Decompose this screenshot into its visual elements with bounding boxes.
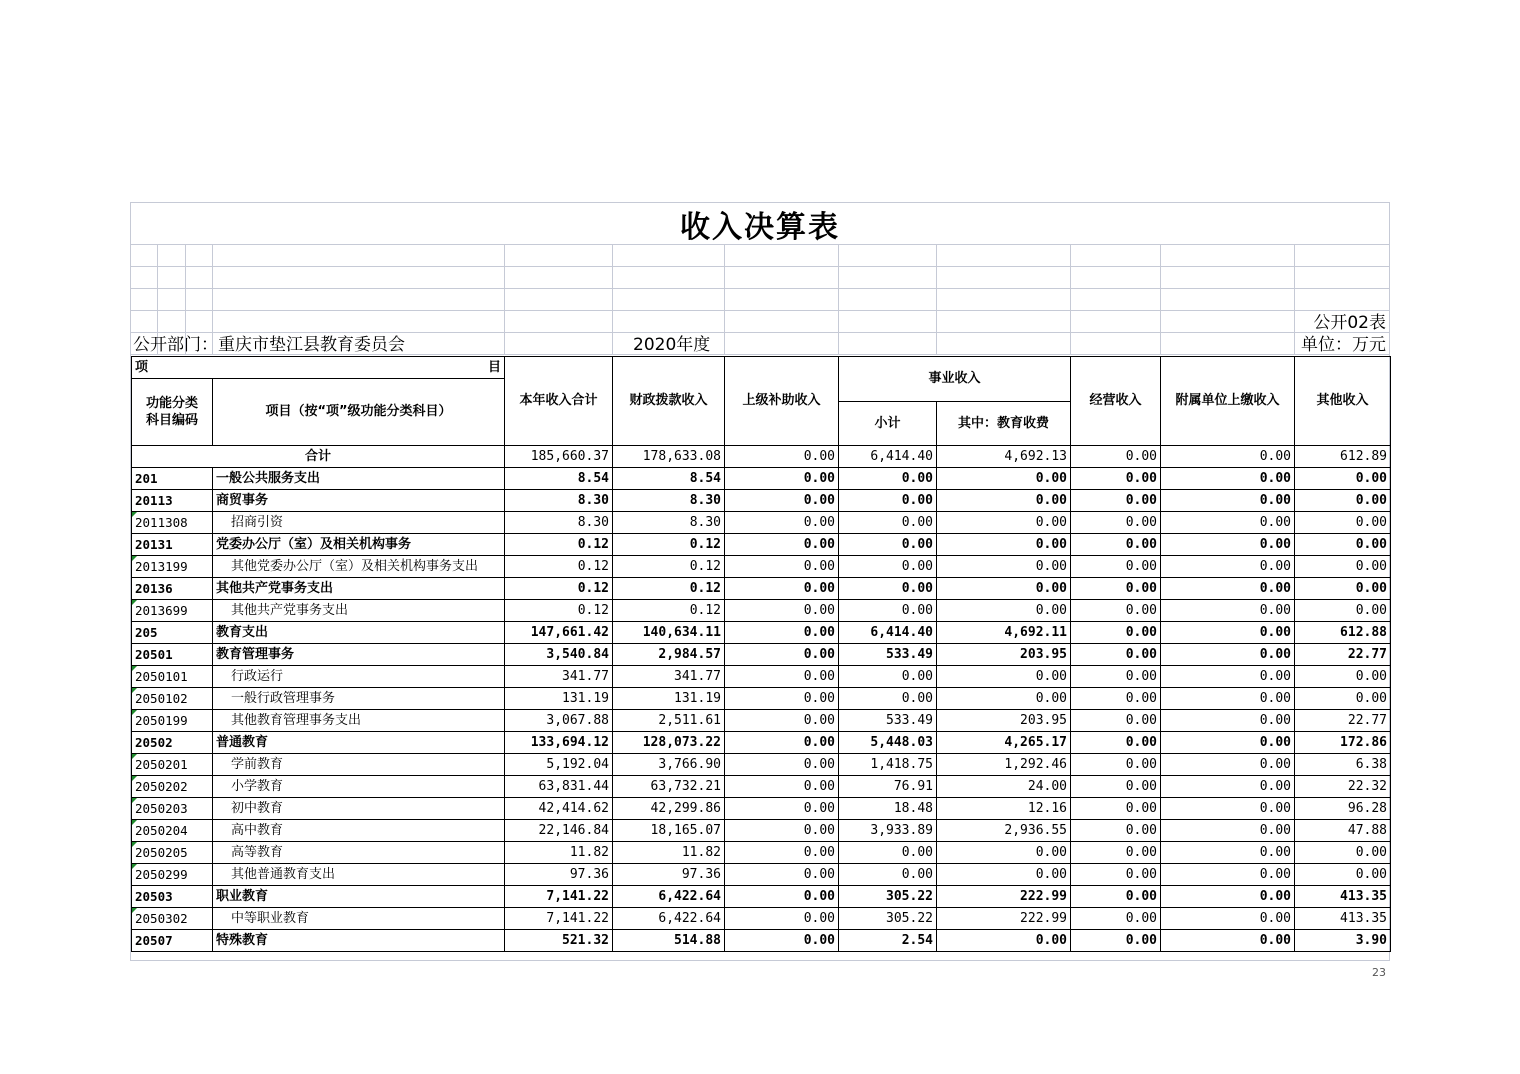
row-value: 0.00 xyxy=(1071,864,1161,886)
row-value: 1,418.75 xyxy=(839,754,937,776)
row-value: 0.00 xyxy=(1295,666,1391,688)
row-value: 0.12 xyxy=(505,600,613,622)
row-code: 205 xyxy=(132,622,213,644)
row-value: 0.00 xyxy=(1161,512,1295,534)
row-value: 0.00 xyxy=(1161,490,1295,512)
row-value: 305.22 xyxy=(839,886,937,908)
row-value: 0.00 xyxy=(725,798,839,820)
row-value: 0.00 xyxy=(1295,578,1391,600)
row-code: 2050102 xyxy=(132,688,213,710)
header-total: 本年收入合计 xyxy=(505,357,613,446)
row-value: 0.00 xyxy=(1161,600,1295,622)
row-value: 0.00 xyxy=(839,600,937,622)
row-value: 3,766.90 xyxy=(613,754,725,776)
row-value: 3,933.89 xyxy=(839,820,937,842)
row-code: 2013699 xyxy=(132,600,213,622)
row-value: 0.00 xyxy=(725,864,839,886)
row-value: 2,936.55 xyxy=(937,820,1071,842)
row-value: 0.00 xyxy=(937,666,1071,688)
row-value: 42,299.86 xyxy=(613,798,725,820)
total-cell: 0.00 xyxy=(1071,446,1161,468)
header-code: 功能分类 科目编码 xyxy=(132,379,213,446)
row-code: 20501 xyxy=(132,644,213,666)
row-value: 0.00 xyxy=(1071,666,1161,688)
row-value: 8.30 xyxy=(613,490,725,512)
table-row xyxy=(132,886,1391,908)
empty-grid-row xyxy=(131,267,1389,289)
row-value: 6,422.64 xyxy=(613,886,725,908)
row-value: 97.36 xyxy=(505,864,613,886)
item-header-left: 项 xyxy=(135,359,149,375)
row-value: 24.00 xyxy=(937,776,1071,798)
row-code: 201 xyxy=(132,468,213,490)
row-value: 0.00 xyxy=(1071,732,1161,754)
row-value: 8.30 xyxy=(613,512,725,534)
row-value: 47.88 xyxy=(1295,820,1391,842)
header-other: 其他收入 xyxy=(1295,357,1391,446)
grid-line xyxy=(936,245,937,355)
row-value: 0.00 xyxy=(1161,864,1295,886)
row-value: 0.00 xyxy=(1295,600,1391,622)
row-value: 0.12 xyxy=(613,556,725,578)
row-value: 0.00 xyxy=(1161,644,1295,666)
header-affiliated: 附属单位上缴收入 xyxy=(1161,357,1295,446)
row-value: 2,984.57 xyxy=(613,644,725,666)
total-label: 合计 xyxy=(132,446,505,468)
row-value: 6,414.40 xyxy=(839,622,937,644)
row-value: 0.00 xyxy=(1295,534,1391,556)
row-value: 0.00 xyxy=(1071,512,1161,534)
form-number: 公开02表 xyxy=(1313,313,1386,333)
row-value: 7,141.22 xyxy=(505,908,613,930)
row-value: 0.00 xyxy=(1161,666,1295,688)
spreadsheet-sheet xyxy=(130,202,1390,961)
row-value: 0.00 xyxy=(1161,534,1295,556)
header-operating: 经营收入 xyxy=(1071,357,1161,446)
row-value: 0.12 xyxy=(505,534,613,556)
row-value: 0.00 xyxy=(1071,468,1161,490)
row-value: 0.00 xyxy=(1071,754,1161,776)
row-value: 0.00 xyxy=(1161,886,1295,908)
row-value: 133,694.12 xyxy=(505,732,613,754)
row-value: 3.90 xyxy=(1295,930,1391,952)
table-row xyxy=(132,820,1391,842)
row-value: 0.12 xyxy=(505,556,613,578)
row-value: 0.00 xyxy=(839,512,937,534)
row-value: 0.00 xyxy=(1071,556,1161,578)
row-value: 0.00 xyxy=(1161,776,1295,798)
row-value: 0.00 xyxy=(1295,468,1391,490)
row-name: 商贸事务 xyxy=(213,490,505,512)
row-name: 招商引资 xyxy=(213,512,505,534)
row-value: 514.88 xyxy=(613,930,725,952)
row-value: 0.00 xyxy=(1161,468,1295,490)
row-value: 5,192.04 xyxy=(505,754,613,776)
row-name: 初中教育 xyxy=(213,798,505,820)
row-value: 0.00 xyxy=(725,666,839,688)
header-superior: 上级补助收入 xyxy=(725,357,839,446)
row-value: 6,422.64 xyxy=(613,908,725,930)
row-value: 0.00 xyxy=(839,534,937,556)
row-value: 0.00 xyxy=(725,468,839,490)
row-value: 0.00 xyxy=(839,842,937,864)
row-value: 0.00 xyxy=(725,688,839,710)
table-row xyxy=(132,710,1391,732)
fiscal-year: 2020年度 xyxy=(633,335,711,355)
row-name: 教育支出 xyxy=(213,622,505,644)
total-cell: 612.89 xyxy=(1295,446,1391,468)
row-value: 0.00 xyxy=(1161,798,1295,820)
row-value: 11.82 xyxy=(613,842,725,864)
row-value: 0.00 xyxy=(725,732,839,754)
total-row xyxy=(132,446,1391,468)
unit-label: 单位：万元 xyxy=(1301,335,1386,355)
row-value: 8.54 xyxy=(613,468,725,490)
row-value: 0.00 xyxy=(725,886,839,908)
row-name: 特殊教育 xyxy=(213,930,505,952)
table-row xyxy=(132,798,1391,820)
row-value: 3,067.88 xyxy=(505,710,613,732)
row-value: 0.00 xyxy=(725,754,839,776)
row-value: 0.00 xyxy=(1071,578,1161,600)
row-value: 0.00 xyxy=(1161,908,1295,930)
row-name: 高等教育 xyxy=(213,842,505,864)
row-value: 8.54 xyxy=(505,468,613,490)
row-value: 0.00 xyxy=(1071,534,1161,556)
row-value: 172.86 xyxy=(1295,732,1391,754)
row-value: 413.35 xyxy=(1295,908,1391,930)
row-value: 0.00 xyxy=(1071,886,1161,908)
income-table xyxy=(131,356,1391,952)
row-value: 203.95 xyxy=(937,644,1071,666)
row-value: 0.12 xyxy=(505,578,613,600)
row-value: 131.19 xyxy=(505,688,613,710)
row-value: 5,448.03 xyxy=(839,732,937,754)
row-value: 0.00 xyxy=(725,776,839,798)
row-value: 7,141.22 xyxy=(505,886,613,908)
row-name: 一般公共服务支出 xyxy=(213,468,505,490)
row-value: 2.54 xyxy=(839,930,937,952)
row-value: 0.00 xyxy=(1295,556,1391,578)
row-code: 2050204 xyxy=(132,820,213,842)
row-value: 0.00 xyxy=(725,710,839,732)
row-value: 0.00 xyxy=(725,578,839,600)
row-value: 0.00 xyxy=(725,512,839,534)
row-value: 0.00 xyxy=(725,622,839,644)
row-code: 20507 xyxy=(132,930,213,952)
row-value: 0.00 xyxy=(1295,688,1391,710)
row-value: 0.00 xyxy=(1161,732,1295,754)
row-value: 0.00 xyxy=(1071,688,1161,710)
total-cell: 185,660.37 xyxy=(505,446,613,468)
row-value: 12.16 xyxy=(937,798,1071,820)
row-name: 中等职业教育 xyxy=(213,908,505,930)
grid-line xyxy=(1160,245,1161,355)
table-row xyxy=(132,864,1391,886)
row-value: 533.49 xyxy=(839,710,937,732)
header-name: 项目（按“项”级功能分类科目） xyxy=(213,379,505,446)
row-value: 0.00 xyxy=(1071,798,1161,820)
department-label: 公开部门：重庆市垫江县教育委员会 xyxy=(133,335,405,355)
row-value: 0.12 xyxy=(613,534,725,556)
row-value: 0.00 xyxy=(725,908,839,930)
row-value: 0.00 xyxy=(937,842,1071,864)
row-value: 0.00 xyxy=(937,864,1071,886)
table-row xyxy=(132,578,1391,600)
item-header-right: 目 xyxy=(487,359,501,375)
row-value: 2,511.61 xyxy=(613,710,725,732)
row-name: 小学教育 xyxy=(213,776,505,798)
grid-line xyxy=(612,245,613,355)
header-business-group: 事业收入 xyxy=(839,357,1071,402)
row-value: 0.00 xyxy=(725,600,839,622)
row-value: 0.00 xyxy=(1071,644,1161,666)
row-code: 2011308 xyxy=(132,512,213,534)
table-row xyxy=(132,534,1391,556)
row-value: 140,634.11 xyxy=(613,622,725,644)
row-value: 0.00 xyxy=(1295,490,1391,512)
row-value: 533.49 xyxy=(839,644,937,666)
header-fiscal: 财政拨款收入 xyxy=(613,357,725,446)
row-code: 2050199 xyxy=(132,710,213,732)
row-value: 203.95 xyxy=(937,710,1071,732)
row-value: 0.00 xyxy=(1071,776,1161,798)
row-value: 0.00 xyxy=(725,644,839,666)
row-value: 0.00 xyxy=(937,556,1071,578)
row-value: 128,073.22 xyxy=(613,732,725,754)
row-code: 20502 xyxy=(132,732,213,754)
row-value: 0.00 xyxy=(725,930,839,952)
row-code: 2050101 xyxy=(132,666,213,688)
row-code: 2050302 xyxy=(132,908,213,930)
row-code: 2050205 xyxy=(132,842,213,864)
total-cell: 0.00 xyxy=(1161,446,1295,468)
table-row xyxy=(132,732,1391,754)
total-cell: 4,692.13 xyxy=(937,446,1071,468)
row-value: 0.00 xyxy=(937,468,1071,490)
row-value: 0.00 xyxy=(1161,842,1295,864)
table-row xyxy=(132,666,1391,688)
row-name: 教育管理事务 xyxy=(213,644,505,666)
row-value: 4,692.11 xyxy=(937,622,1071,644)
row-value: 0.00 xyxy=(1071,842,1161,864)
row-name: 党委办公厅（室）及相关机构事务 xyxy=(213,534,505,556)
row-value: 0.00 xyxy=(1071,622,1161,644)
row-name: 普通教育 xyxy=(213,732,505,754)
row-value: 0.00 xyxy=(1161,930,1295,952)
empty-grid-row xyxy=(131,311,1389,333)
row-value: 0.00 xyxy=(1161,578,1295,600)
row-name: 其他普通教育支出 xyxy=(213,864,505,886)
row-code: 2050201 xyxy=(132,754,213,776)
table-row xyxy=(132,754,1391,776)
row-value: 0.00 xyxy=(1071,908,1161,930)
row-value: 0.00 xyxy=(839,556,937,578)
page-title: 收入决算表 xyxy=(131,203,1389,245)
row-value: 0.00 xyxy=(1071,710,1161,732)
row-value: 0.00 xyxy=(937,578,1071,600)
row-value: 22.32 xyxy=(1295,776,1391,798)
row-value: 0.00 xyxy=(1295,512,1391,534)
row-value: 0.00 xyxy=(1295,864,1391,886)
row-value: 0.00 xyxy=(725,556,839,578)
row-value: 0.00 xyxy=(1161,688,1295,710)
row-value: 0.00 xyxy=(1071,600,1161,622)
row-name: 其他共产党事务支出 xyxy=(213,578,505,600)
grid-line xyxy=(504,245,505,355)
row-value: 147,661.42 xyxy=(505,622,613,644)
table-row xyxy=(132,556,1391,578)
row-value: 0.00 xyxy=(937,512,1071,534)
row-value: 0.00 xyxy=(1071,490,1161,512)
row-value: 0.12 xyxy=(613,578,725,600)
table-row xyxy=(132,490,1391,512)
table-row xyxy=(132,908,1391,930)
row-value: 0.00 xyxy=(839,490,937,512)
row-value: 0.00 xyxy=(839,864,937,886)
row-value: 0.00 xyxy=(937,490,1071,512)
row-name: 职业教育 xyxy=(213,886,505,908)
row-value: 0.00 xyxy=(1161,556,1295,578)
row-value: 0.00 xyxy=(937,534,1071,556)
row-value: 0.00 xyxy=(937,930,1071,952)
row-value: 0.00 xyxy=(937,688,1071,710)
row-value: 341.77 xyxy=(613,666,725,688)
table-row xyxy=(132,644,1391,666)
grid-line xyxy=(1070,245,1071,355)
row-value: 8.30 xyxy=(505,490,613,512)
table-row xyxy=(132,512,1391,534)
row-name: 其他共产党事务支出 xyxy=(213,600,505,622)
row-value: 131.19 xyxy=(613,688,725,710)
total-cell: 0.00 xyxy=(725,446,839,468)
row-value: 76.91 xyxy=(839,776,937,798)
row-code: 2050202 xyxy=(132,776,213,798)
row-value: 0.00 xyxy=(1295,842,1391,864)
row-code: 2013199 xyxy=(132,556,213,578)
grid-line xyxy=(838,245,839,355)
row-code: 20113 xyxy=(132,490,213,512)
row-value: 0.00 xyxy=(1071,930,1161,952)
row-value: 0.00 xyxy=(1161,754,1295,776)
row-value: 18,165.07 xyxy=(613,820,725,842)
row-value: 0.00 xyxy=(1161,622,1295,644)
table-row xyxy=(132,776,1391,798)
empty-grid-row xyxy=(131,245,1389,267)
row-value: 413.35 xyxy=(1295,886,1391,908)
row-name: 其他党委办公厅（室）及相关机构事务支出 xyxy=(213,556,505,578)
table-row xyxy=(132,622,1391,644)
row-code: 2050299 xyxy=(132,864,213,886)
row-name: 一般行政管理事务 xyxy=(213,688,505,710)
row-value: 0.00 xyxy=(1071,820,1161,842)
row-code: 2050203 xyxy=(132,798,213,820)
page-number: 23 xyxy=(1372,966,1386,979)
row-value: 22.77 xyxy=(1295,644,1391,666)
row-value: 18.48 xyxy=(839,798,937,820)
row-value: 341.77 xyxy=(505,666,613,688)
table-row xyxy=(132,600,1391,622)
row-value: 63,831.44 xyxy=(505,776,613,798)
table-row xyxy=(132,688,1391,710)
row-value: 96.28 xyxy=(1295,798,1391,820)
row-name: 高中教育 xyxy=(213,820,505,842)
total-cell: 178,633.08 xyxy=(613,446,725,468)
row-name: 行政运行 xyxy=(213,666,505,688)
row-value: 612.88 xyxy=(1295,622,1391,644)
header-subtotal: 小计 xyxy=(839,402,937,446)
row-value: 0.00 xyxy=(839,578,937,600)
row-value: 0.00 xyxy=(725,842,839,864)
row-value: 0.12 xyxy=(613,600,725,622)
row-value: 42,414.62 xyxy=(505,798,613,820)
row-value: 0.00 xyxy=(1161,710,1295,732)
grid-line xyxy=(1294,245,1295,355)
total-cell: 6,414.40 xyxy=(839,446,937,468)
row-value: 0.00 xyxy=(839,688,937,710)
row-value: 0.00 xyxy=(937,600,1071,622)
row-value: 521.32 xyxy=(505,930,613,952)
row-value: 0.00 xyxy=(839,666,937,688)
row-name: 学前教育 xyxy=(213,754,505,776)
row-value: 1,292.46 xyxy=(937,754,1071,776)
row-code: 20136 xyxy=(132,578,213,600)
row-value: 3,540.84 xyxy=(505,644,613,666)
header-edu-fee: 其中：教育收费 xyxy=(937,402,1071,446)
table-row xyxy=(132,930,1391,952)
row-value: 4,265.17 xyxy=(937,732,1071,754)
row-value: 11.82 xyxy=(505,842,613,864)
row-value: 22,146.84 xyxy=(505,820,613,842)
row-code: 20503 xyxy=(132,886,213,908)
table-row xyxy=(132,468,1391,490)
grid-line xyxy=(724,245,725,355)
row-value: 8.30 xyxy=(505,512,613,534)
row-name: 其他教育管理事务支出 xyxy=(213,710,505,732)
row-value: 63,732.21 xyxy=(613,776,725,798)
row-value: 0.00 xyxy=(725,534,839,556)
table-row xyxy=(132,842,1391,864)
row-value: 0.00 xyxy=(725,490,839,512)
row-value: 0.00 xyxy=(725,820,839,842)
row-value: 6.38 xyxy=(1295,754,1391,776)
row-value: 0.00 xyxy=(1161,820,1295,842)
row-value: 0.00 xyxy=(839,468,937,490)
empty-grid-row xyxy=(131,289,1389,311)
row-value: 305.22 xyxy=(839,908,937,930)
row-value: 22.77 xyxy=(1295,710,1391,732)
item-header xyxy=(132,357,505,379)
row-value: 97.36 xyxy=(613,864,725,886)
row-code: 20131 xyxy=(132,534,213,556)
row-value: 222.99 xyxy=(937,886,1071,908)
row-value: 222.99 xyxy=(937,908,1071,930)
